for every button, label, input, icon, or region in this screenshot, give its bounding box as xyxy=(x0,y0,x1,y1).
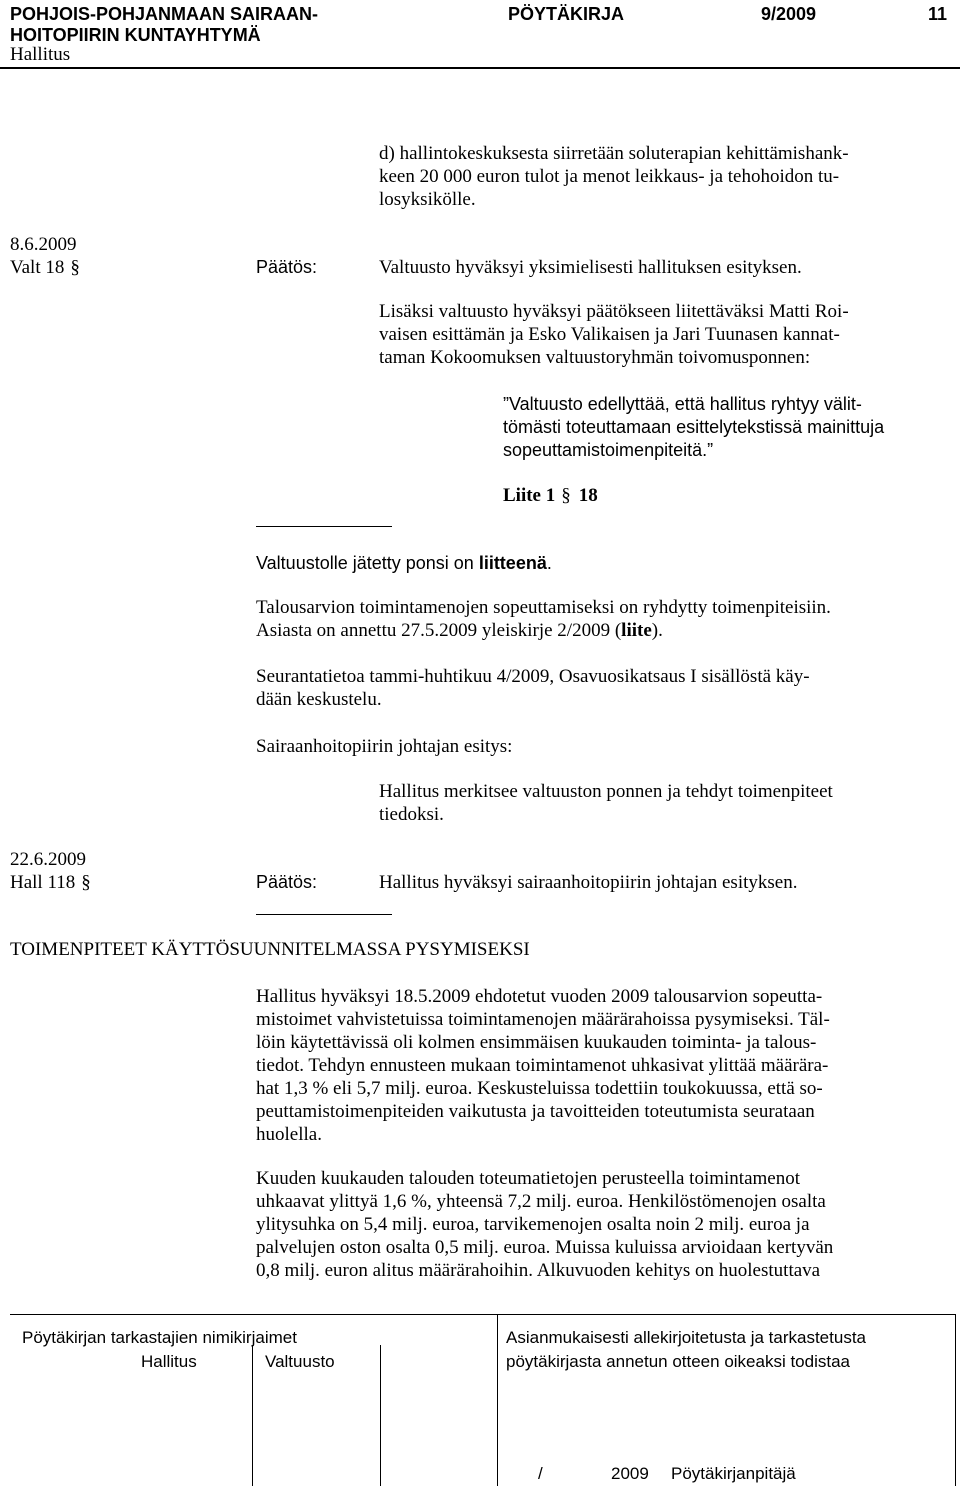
ref-valt-prefix: Valt 18 xyxy=(10,257,65,278)
talousarvio-line1: Talousarvion toimintamenojen sopeuttamiseksi on ryhdytty toimenpiteisiin. xyxy=(256,597,831,618)
section-heading: TOIMENPITEET KÄYTTÖSUUNNITELMASSA PYSYMISEKSI xyxy=(10,939,530,960)
talousarvio-line2-end: ). xyxy=(651,620,663,641)
talousarvio-line2-text: Asiasta on annettu 27.5.2009 yleiskirje 2/2009 ( xyxy=(256,620,622,641)
footer-right-title: Asianmukaisesti allekirjoitetusta ja tarkastetusta xyxy=(506,1328,866,1347)
separator-rule xyxy=(256,526,392,527)
section-sign: § xyxy=(561,485,571,506)
date-hall: 22.6.2009 xyxy=(10,849,86,870)
para1-line1: Hallitus hyväksyi 18.5.2009 ehdotetut vuoden 2009 talousarvion sopeutta- xyxy=(256,986,823,1007)
para2-line5: 0,8 milj. euron alitus määrärahoihin. Alkuvuoden kehitys on huolestuttava xyxy=(256,1260,821,1281)
para1-line3: löin käytettävissä oli kolmen ensimmäisen kuukauden toiminta- ja talous- xyxy=(256,1032,817,1053)
item-d-line2: keen 20 000 euron tulot ja menot leikkaus- ja tehohoidon tu- xyxy=(379,166,840,187)
footer-col-hallitus: Hallitus xyxy=(141,1352,197,1371)
ref-hall xyxy=(10,871,99,894)
lisaksi-line3: taman Kokoomuksen valtuustoryhmän toivomusponnen: xyxy=(379,347,811,368)
seuranta-line2: dään keskustelu. xyxy=(256,689,382,710)
footer-slash: / xyxy=(538,1464,543,1483)
seuranta-line1: Seurantatietoa tammi-huhtikuu 4/2009, Osavuosikatsaus I sisällöstä käy- xyxy=(256,666,810,687)
item-d-line3: losyksikölle. xyxy=(379,189,476,210)
footer-divider xyxy=(497,1314,498,1486)
section-sign: § xyxy=(81,872,91,893)
footer-top-rule xyxy=(10,1314,956,1315)
proposal-line2: tiedoksi. xyxy=(379,804,444,825)
liite-label: Liite 1 xyxy=(503,485,556,506)
org-name-line1: POHJOIS-POHJANMAAN SAIRAAN- xyxy=(10,4,319,24)
paatos-label-valt: Päätös: xyxy=(256,257,318,277)
ponsi-link: liitteenä xyxy=(478,553,547,573)
para1-line7: huolella. xyxy=(256,1124,322,1145)
para2-line2: uhkaavat ylittyä 1,6 %, yhteensä 7,2 milj. euroa. Henkilöstömenojen osalta xyxy=(256,1191,826,1212)
doc-type: PÖYTÄKIRJA xyxy=(508,4,625,24)
para1-line6: peuttamistoimenpiteiden vaikutusta ja tavoitteiden toteutumista seurataan xyxy=(256,1101,815,1122)
doc-number: 9/2009 xyxy=(761,4,817,24)
liite-number: 18 xyxy=(578,485,598,506)
footer-left-divider xyxy=(252,1345,253,1486)
proposal-line1: Hallitus merkitsee valtuuston ponnen ja tehdyt toimenpiteet xyxy=(379,781,833,802)
ponsi-text: Valtuustolle jätetty ponsi on xyxy=(256,553,479,573)
quote-line3: sopeuttamistoimenpiteitä.” xyxy=(503,440,714,460)
page-number: 11 xyxy=(928,4,948,24)
footer-left-divider-2 xyxy=(380,1345,381,1486)
footer-keeper: Pöytäkirjanpitäjä xyxy=(671,1464,796,1483)
decision-valt: Valtuusto hyväksyi yksimielisesti hallituksen esityksen. xyxy=(379,257,802,278)
separator-rule-2 xyxy=(256,914,392,915)
header-rule xyxy=(0,67,960,69)
talousarvio-liite: liite xyxy=(621,620,652,641)
quote-line1: ”Valtuusto edellyttää, että hallitus ryhtyy välit- xyxy=(503,394,862,414)
para2-line4: palvelujen oston osalta 0,5 milj. euroa. Muissa kuluissa arvioidaan kertyvän xyxy=(256,1237,834,1258)
lisaksi-line2: vaisen esittämän ja Esko Valikaisen ja Jari Tuunasen kannat- xyxy=(379,324,840,345)
quote-line2: tömästi toteuttamaan esittelytekstissä mainittuja xyxy=(503,417,885,437)
date-valt: 8.6.2009 xyxy=(10,234,77,255)
paatos-label-hall: Päätös: xyxy=(256,872,318,892)
para1-line5: hat 1,3 % eli 5,7 milj. euroa. Keskusteluissa todettiin toukokuussa, että so- xyxy=(256,1078,823,1099)
ponsi-end: . xyxy=(546,553,552,573)
para1-line4: tiedot. Tehdyn ennusteen mukaan toimintamenot uhkasivat ylittää määrära- xyxy=(256,1055,829,1076)
footer-right-subtitle: pöytäkirjasta annetun otteen oikeaksi todistaa xyxy=(506,1352,851,1371)
decision-hall: Hallitus hyväksyi sairaanhoitopiirin johtajan esityksen. xyxy=(379,872,798,893)
section-sign: § xyxy=(70,257,80,278)
lisaksi-line1: Lisäksi valtuusto hyväksyi päätökseen liitettäväksi Matti Roi- xyxy=(379,301,849,322)
para2-line3: ylitysuhka on 5,4 milj. euroa, tarvikemenojen osalta noin 2 milj. euroa ja xyxy=(256,1214,810,1235)
org-name-line2: HOITOPIIRIN KUNTAYHTYMÄ xyxy=(10,25,261,45)
item-d-line1: d) hallintokeskuksesta siirretään soluterapian kehittämishank- xyxy=(379,143,849,164)
footer-right-edge xyxy=(955,1314,956,1486)
para1-line2: mistoimet vahvistetuissa toimintamenojen määrärahoissa pysymiseksi. Täl- xyxy=(256,1009,830,1030)
ponsi-note xyxy=(256,552,552,575)
talousarvio-line2 xyxy=(256,619,663,642)
johtaja-esitys-label: Sairaanhoitopiirin johtajan esitys: xyxy=(256,736,513,757)
ref-valt xyxy=(10,256,88,279)
ref-hall-prefix: Hall 118 xyxy=(10,872,76,893)
footer-col-valtuusto: Valtuusto xyxy=(265,1352,335,1371)
footer-left-title: Pöytäkirjan tarkastajien nimikirjaimet xyxy=(22,1328,297,1347)
body-name: Hallitus xyxy=(10,44,71,65)
liite-ref xyxy=(503,484,598,507)
footer-year: 2009 xyxy=(611,1464,649,1483)
para2-line1: Kuuden kuukauden talouden toteumatietojen perusteella toimintamenot xyxy=(256,1168,800,1189)
